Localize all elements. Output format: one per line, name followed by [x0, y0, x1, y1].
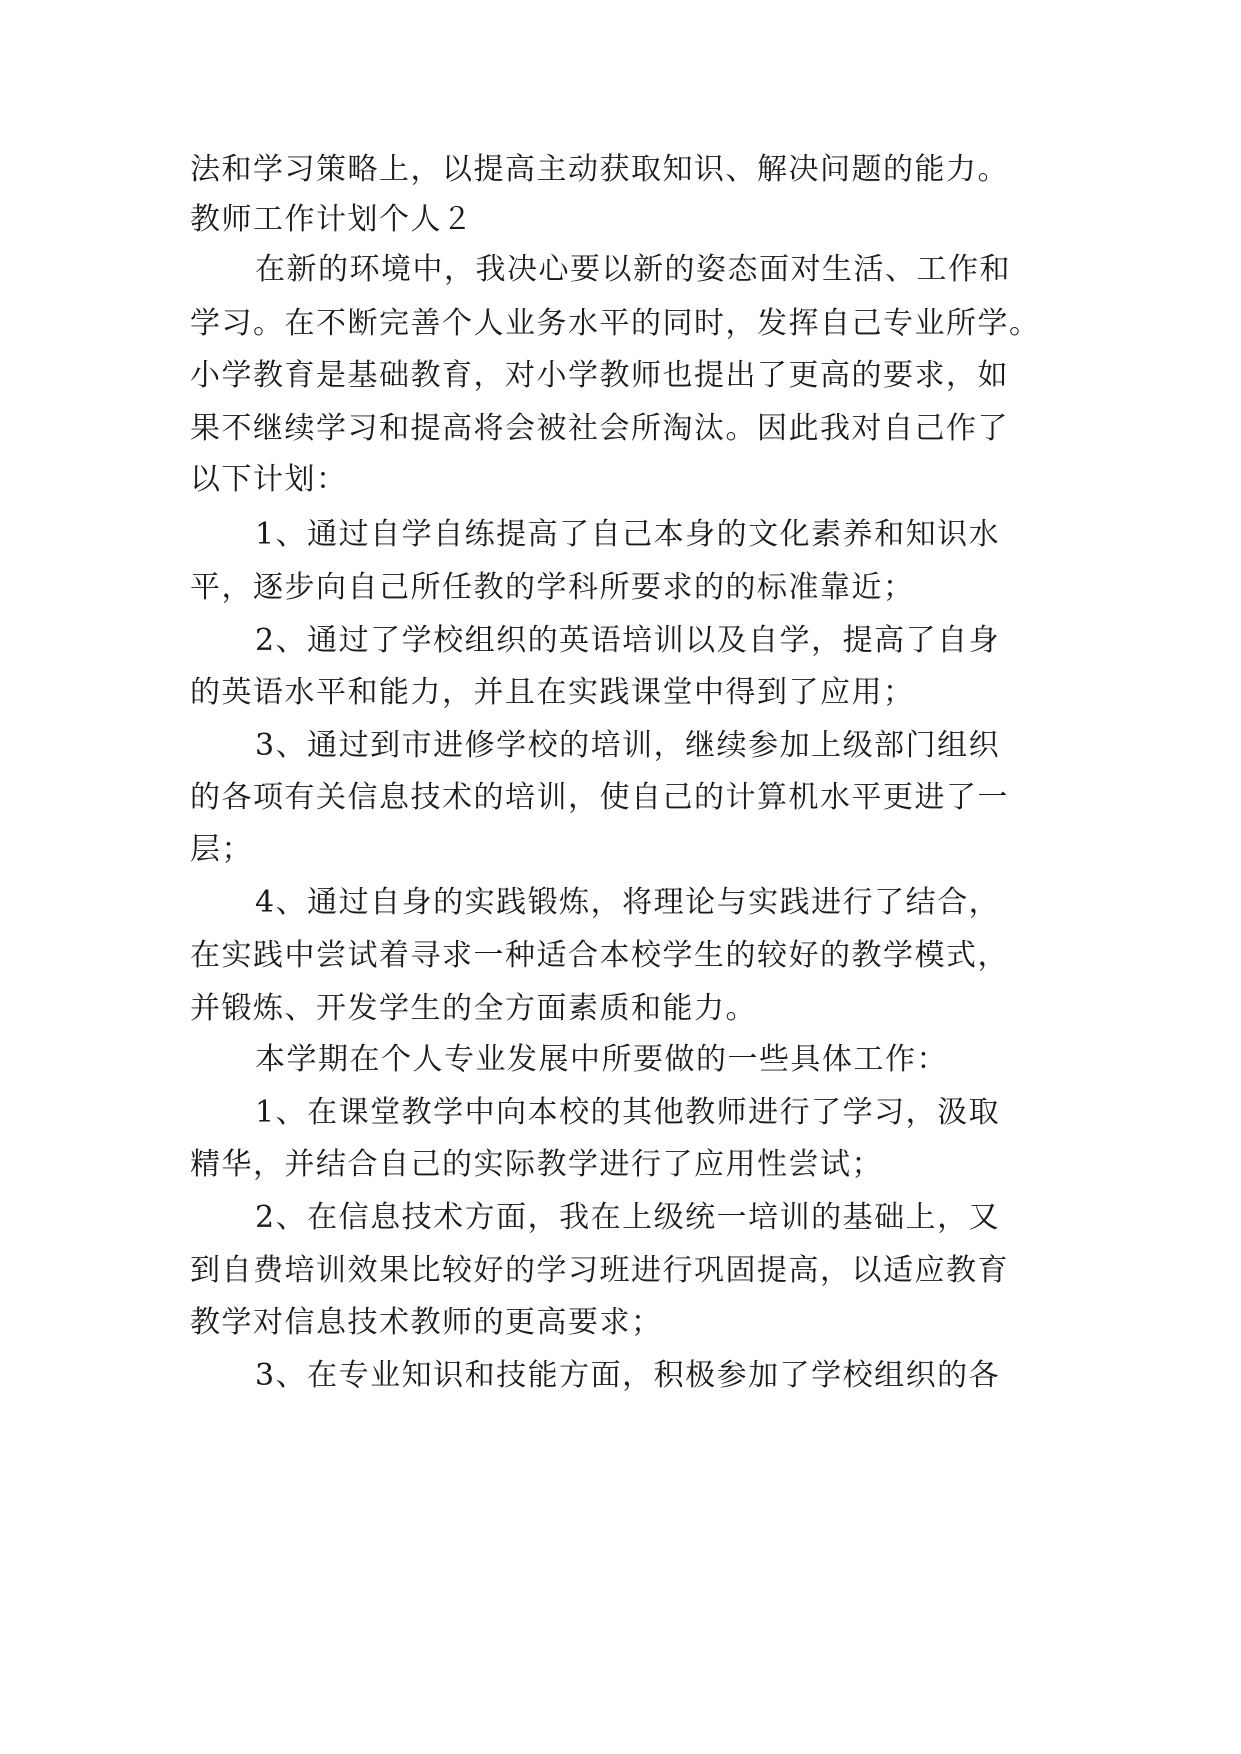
text-line: 果不继续学习和提高将会被社会所淘汰。因此我对自己作了: [190, 411, 1009, 446]
text-line: 1、在课堂教学中向本校的其他教师进行了学习，汲取: [255, 1095, 1001, 1130]
text-line: 的英语水平和能力，并且在实践课堂中得到了应用；: [190, 675, 915, 710]
text-line: 3、在专业知识和技能方面，积极参加了学校组织的各: [255, 1358, 1001, 1393]
text-line: 法和学习策略上，以提高主动获取知识、解决问题的能力。: [190, 152, 1009, 187]
text-line: 教学对信息技术教师的更高要求；: [190, 1305, 663, 1340]
text-line: 2、通过了学校组织的英语培训以及自学，提高了自身: [255, 623, 1001, 658]
text-line: 3、通过到市进修学校的培训，继续参加上级部门组织: [255, 728, 1001, 763]
text-line: 2、在信息技术方面，我在上级统一培训的基础上，又: [255, 1200, 1001, 1235]
text-line: 平，逐步向自己所任教的学科所要求的的标准靠近；: [190, 570, 915, 605]
text-line: 小学教育是基础教育，对小学教师也提出了更高的要求，如: [190, 358, 1009, 393]
text-line: 本学期在个人专业发展中所要做的一些具体工作：: [255, 1042, 948, 1077]
text-line: 到自费培训效果比较好的学习班进行巩固提高，以适应教育: [190, 1253, 1009, 1288]
text-line: 并锻炼、开发学生的全方面素质和能力。: [190, 991, 757, 1026]
text-line: 在新的环境中，我决心要以新的姿态面对生活、工作和: [255, 252, 1011, 287]
text-line: 精华，并结合自己的实际教学进行了应用性尝试；: [190, 1147, 883, 1182]
section-heading: 教师工作计划个人２: [190, 202, 474, 237]
text-line: 层；: [190, 832, 253, 867]
text-line: 学习。在不断完善个人业务水平的同时，发挥自己专业所学。: [190, 306, 1041, 341]
text-line: 在实践中尝试着寻求一种适合本校学生的较好的教学模式，: [190, 938, 1009, 973]
text-line: 1、通过自学自练提高了自己本身的文化素养和知识水: [255, 517, 1001, 552]
text-line: 的各项有关信息技术的培训，使自己的计算机水平更进了一: [190, 780, 1009, 815]
text-line: 4、通过自身的实践锻炼，将理论与实践进行了结合，: [255, 885, 1001, 920]
text-line: 以下计划：: [190, 462, 348, 497]
